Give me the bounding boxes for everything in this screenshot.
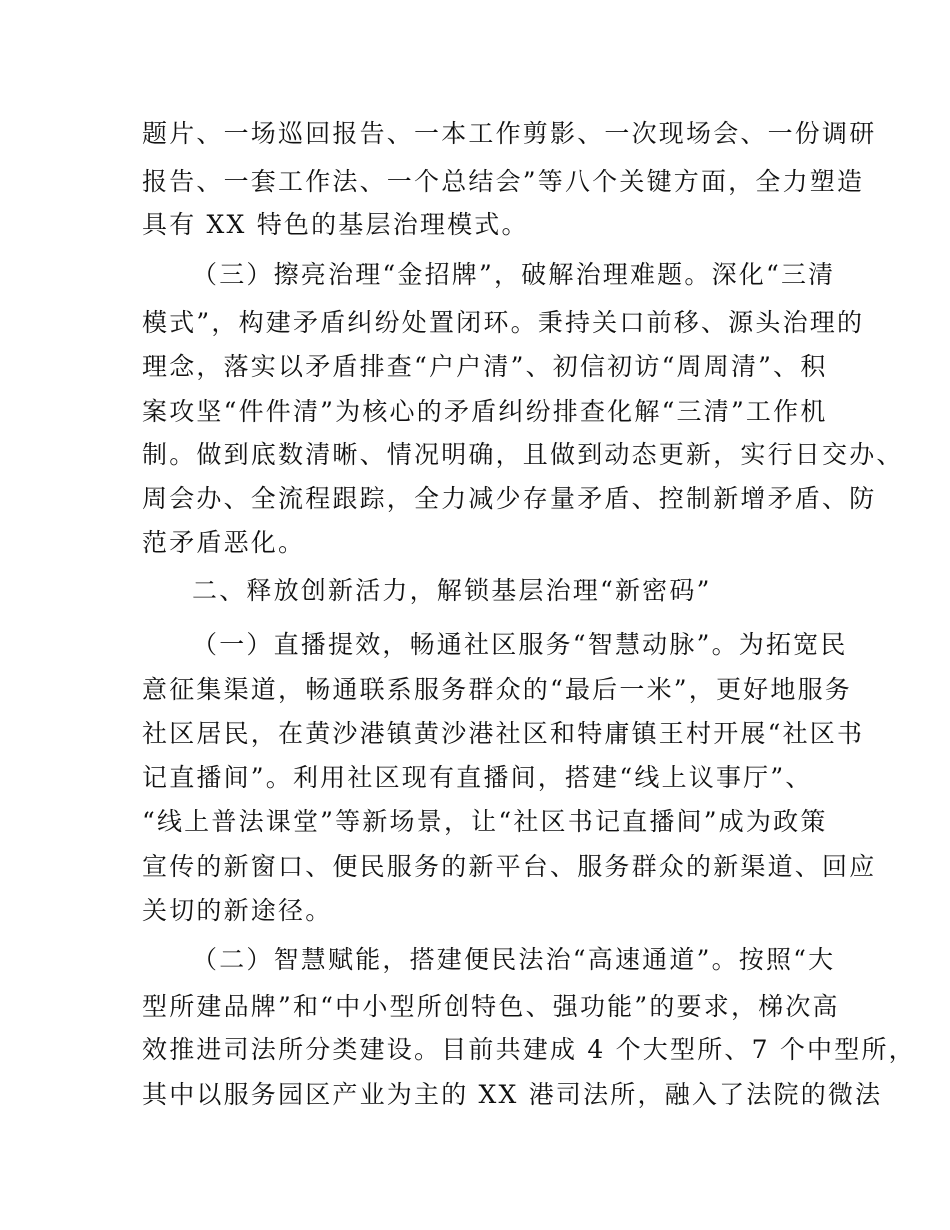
paragraph-line: 关切的新途径。 [142,896,333,925]
section-heading: 二、释放创新活力，解锁基层治理“新密码” [192,576,712,605]
paragraph-line: 效推进司法所分类建设。目前共建成 4 个大型所、7 个中型所， [142,1035,916,1064]
paragraph-line: （三）擦亮治理“金招牌”，破解治理难题。深化“三清 [192,260,836,289]
paragraph-line: （一）直播提效，畅通社区服务“智慧动脉”。为拓宽民 [192,630,848,659]
paragraph-line: “线上普法课堂”等新场景，让“社区书记直播间”成为政策 [142,807,828,836]
paragraph-line: 记直播间”。利用社区现有直播间，搭建“线上议事厅”、 [142,763,813,792]
paragraph-line: （二）智慧赋能，搭建便民法治“高速通道”。按照“大 [192,945,836,974]
paragraph-line: 其中以服务园区产业为主的 XX 港司法所，融入了法院的微法 [142,1080,883,1109]
paragraph-line: 具有 XX 特色的基层治理模式。 [142,210,529,239]
paragraph-line: 题片、一场巡回报告、一本工作剪影、一次现场会、一份调研 [142,119,877,148]
paragraph-line: 范矛盾恶化。 [142,528,306,557]
paragraph-line: 社区居民，在黄沙港镇黄沙港社区和特庸镇王村开展“社区书 [142,719,865,748]
paragraph-line: 理念，落实以矛盾排查“户户清”、初信初访“周周清”、积 [142,352,828,381]
paragraph-line: 型所建品牌”和“中小型所创特色、强功能”的要求，梯次高 [142,992,840,1021]
paragraph-line: 报告、一套工作法、一个总结会”等八个关键方面，全力塑造 [142,167,865,196]
paragraph-line: 意征集渠道，畅通联系服务群众的“最后一米”，更好地服务 [142,675,852,704]
paragraph-line: 宣传的新窗口、便民服务的新平台、服务群众的新渠道、回应 [142,852,877,881]
paragraph-line: 制。做到底数清晰、情况明确，且做到动态更新，实行日交办、 [142,440,904,469]
paragraph-line: 周会办、全流程跟踪，全力减少存量矛盾、控制新增矛盾、防 [142,484,877,513]
paragraph-line: 模式”，构建矛盾纠纷处置闭环。秉持关口前移、源头治理的 [142,308,865,337]
paragraph-line: 案攻坚“件件清”为核心的矛盾纠纷排查化解“三清”工作机 [142,397,828,426]
